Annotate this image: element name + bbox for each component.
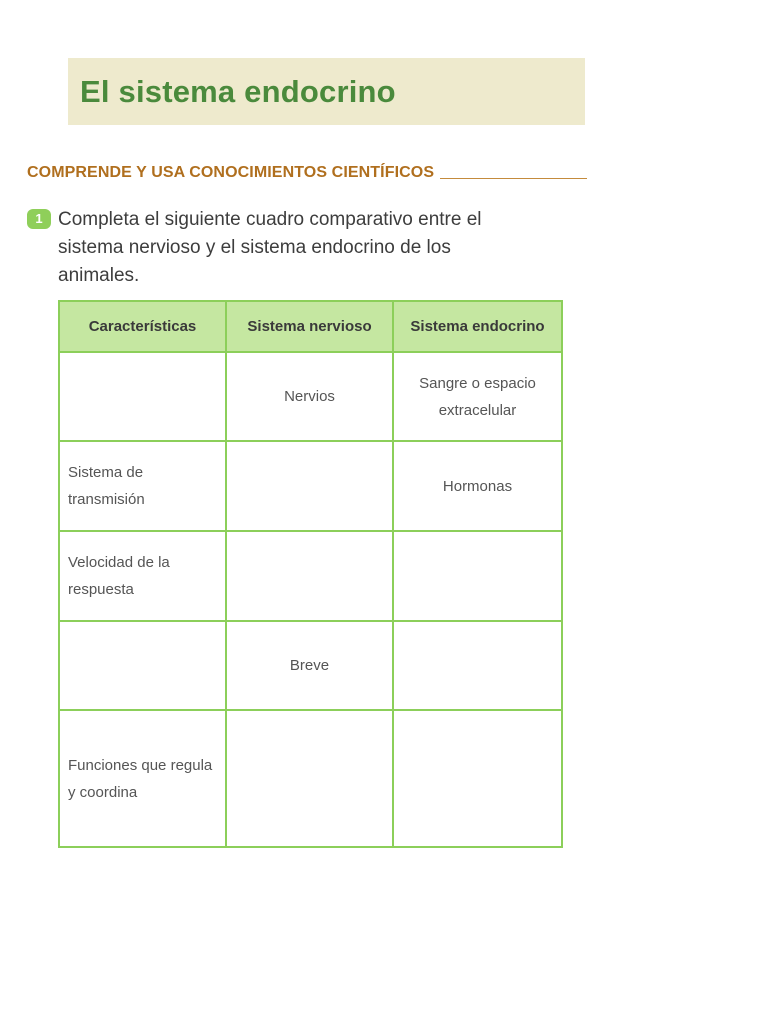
table-cell[interactable] (393, 531, 562, 621)
comparison-table (58, 300, 563, 848)
table-cell[interactable]: Breve (226, 621, 393, 710)
table-cell[interactable]: Sistema de transmisión (59, 441, 226, 531)
section-heading (27, 164, 587, 182)
table-cell[interactable]: Hormonas (393, 441, 562, 531)
table-row (59, 441, 562, 531)
table-cell[interactable]: Velocidad de la respuesta (59, 531, 226, 621)
header-sistema-nervioso: Sistema nervioso (226, 301, 393, 352)
table-cell[interactable] (393, 621, 562, 710)
table-header-row (59, 301, 562, 352)
table-row (59, 531, 562, 621)
activity-number-badge: 1 (27, 209, 51, 229)
table-cell[interactable] (226, 531, 393, 621)
table-cell[interactable] (226, 441, 393, 531)
activity-instruction: Completa el siguiente cuadro comparativo entre el sistema nervioso y el sistema endocrino de los animales. (58, 209, 482, 286)
table-cell[interactable] (59, 352, 226, 441)
section-heading-rule (440, 178, 587, 179)
table-row (59, 621, 562, 710)
table-cell[interactable] (393, 710, 562, 847)
table-cell[interactable]: Funciones que regula y coordina (59, 710, 226, 847)
table-cell[interactable]: Sangre o espacio extracelular (393, 352, 562, 441)
section-heading-label: COMPRENDE Y USA CONOCIMIENTOS CIENTÍFICOS (27, 164, 435, 181)
table-cell[interactable] (59, 621, 226, 710)
header-sistema-endocrino: Sistema endocrino (393, 301, 562, 352)
header-caracteristicas: Características (59, 301, 226, 352)
table-cell[interactable]: Nervios (226, 352, 393, 441)
table-row (59, 352, 562, 441)
table-row (59, 710, 562, 847)
title-band (68, 58, 585, 125)
table-cell[interactable] (226, 710, 393, 847)
page-title: El sistema endocrino (80, 73, 396, 109)
